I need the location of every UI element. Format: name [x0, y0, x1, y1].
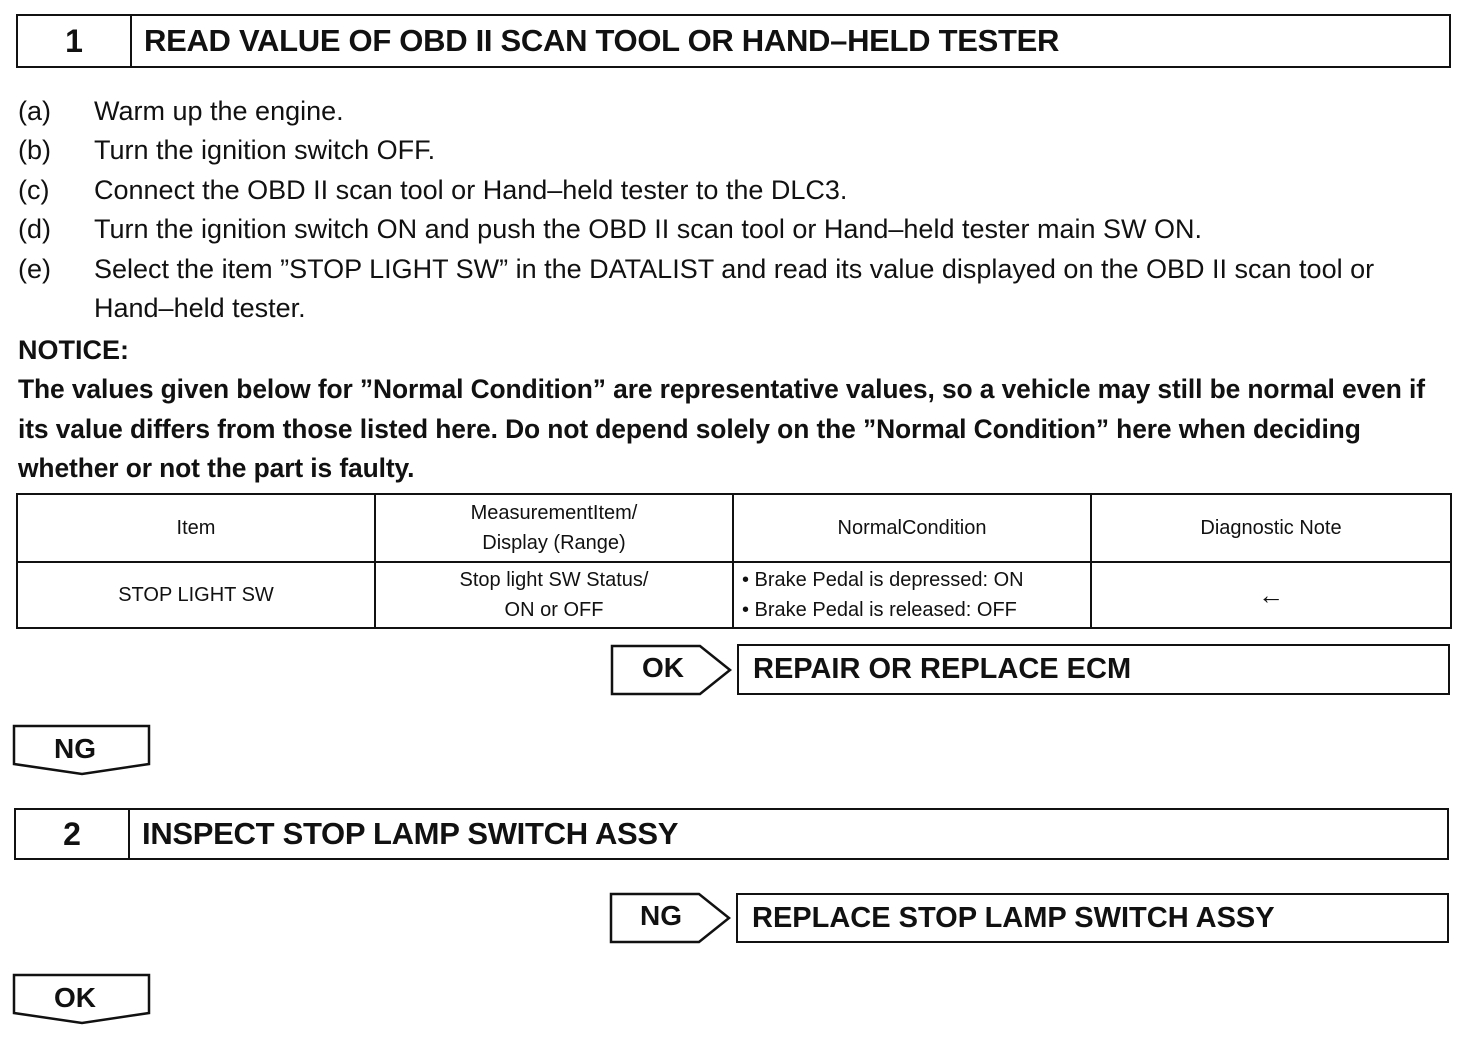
instruction-d	[18, 210, 1202, 249]
instruction-label: (b)	[18, 135, 51, 165]
cell-measurement-line1: Stop light SW Status/	[459, 569, 649, 591]
instruction-text: Warm up the engine.	[94, 96, 344, 126]
table-row	[17, 562, 1451, 628]
instruction-text: Turn the ignition switch OFF.	[94, 135, 436, 165]
cell-measurement-line2: ON or OFF	[504, 599, 604, 621]
cell-normal-line1: • Brake Pedal is depressed: ON	[742, 569, 1024, 591]
header-measurement-line1: MeasurementItem/	[470, 502, 638, 524]
table-header-row	[17, 494, 1451, 562]
step-1-number: 1	[18, 16, 132, 66]
header-item: Item	[17, 494, 375, 562]
cell-diagnostic-note: ←	[1091, 562, 1451, 628]
header-normal-condition: NormalCondition	[733, 494, 1091, 562]
instruction-c	[18, 171, 847, 210]
ng-down-label: NG	[54, 733, 96, 764]
cell-item: STOP LIGHT SW	[17, 562, 375, 628]
cell-normal-condition	[733, 562, 1091, 628]
data-table	[16, 493, 1452, 629]
instruction-label: (e)	[18, 254, 51, 284]
step-2-number: 2	[16, 810, 130, 858]
ok-flag-label: OK	[642, 652, 684, 683]
header-diagnostic-note: Diagnostic Note	[1091, 494, 1451, 562]
notice-body: The values given below for ”Normal Condition” are representative values, so a vehicle may still be normal even if its value differs from those listed here. Do not depend solely on the ”Normal Condition” here when deciding whether or not the part is faulty.	[18, 374, 1425, 483]
instruction-text: Turn the ignition switch ON and push the OBD II scan tool or Hand–held tester main SW ON.	[94, 214, 1203, 244]
step-1-title: READ VALUE OF OBD II SCAN TOOL OR HAND–HELD TESTER	[144, 23, 1060, 58]
ok-down-label: OK	[54, 982, 96, 1013]
instruction-label: (a)	[18, 96, 51, 126]
step-1-header	[16, 14, 1451, 68]
notice-heading: NOTICE:	[18, 335, 129, 365]
ng-flag-label: NG	[640, 900, 682, 931]
cell-measurement	[375, 562, 733, 628]
step-2-header	[14, 808, 1449, 860]
instruction-text: Select the item ”STOP LIGHT SW” in the DATALIST and read its value displayed on the OBD II scan tool or Hand–held tester.	[94, 254, 1375, 323]
instruction-a	[18, 92, 344, 131]
instruction-text: Connect the OBD II scan tool or Hand–held tester to the DLC3.	[94, 175, 848, 205]
instruction-e	[18, 250, 1458, 328]
header-measurement	[375, 494, 733, 562]
result-repair-ecm: REPAIR OR REPLACE ECM	[737, 644, 1450, 695]
header-measurement-line2: Display (Range)	[482, 532, 626, 554]
instruction-label: (c)	[18, 175, 50, 205]
instruction-label: (d)	[18, 214, 51, 244]
cell-normal-line2: • Brake Pedal is released: OFF	[742, 599, 1017, 621]
result-replace-switch: REPLACE STOP LAMP SWITCH ASSY	[736, 893, 1449, 943]
instruction-b	[18, 131, 435, 170]
step-2-title: INSPECT STOP LAMP SWITCH ASSY	[142, 816, 679, 851]
